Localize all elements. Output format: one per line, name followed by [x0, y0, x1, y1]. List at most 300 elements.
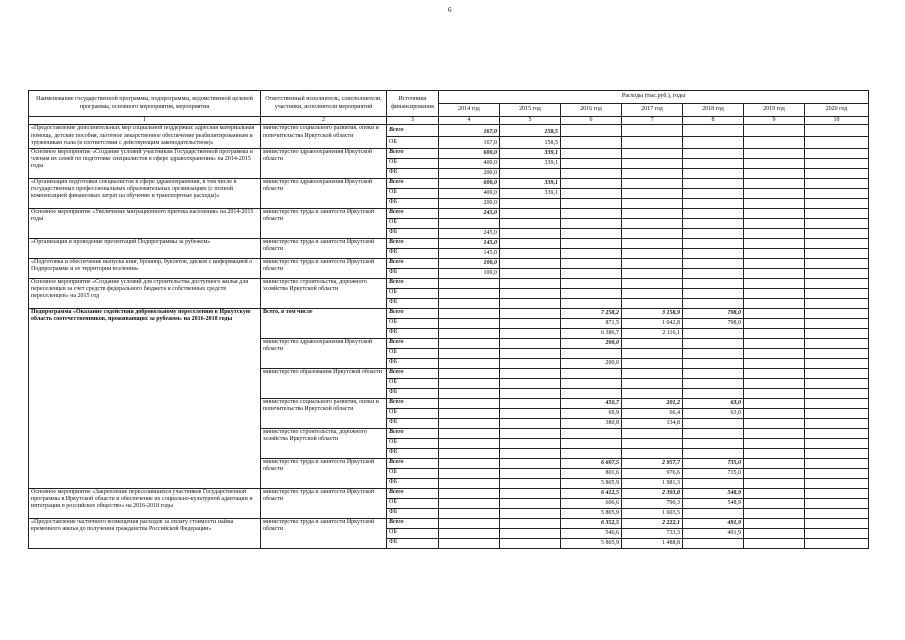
value-cell: [622, 258, 683, 268]
value-cell: [683, 388, 744, 398]
value-cell: [805, 178, 869, 188]
value-cell: 801,6: [561, 468, 622, 478]
value-cell: [439, 318, 500, 328]
source-cell: ОБ: [387, 318, 439, 328]
value-cell: [683, 208, 744, 218]
source-cell: ОБ: [387, 528, 439, 538]
value-cell: [805, 468, 869, 478]
value-cell: [805, 137, 869, 149]
value-cell: [439, 328, 500, 338]
source-cell: Всего: [387, 238, 439, 248]
value-cell: [805, 125, 869, 137]
source-cell: ФБ: [387, 298, 439, 308]
value-cell: [683, 278, 744, 288]
table-row: [29, 518, 869, 528]
item-name-cell: «Организация и проведение презентаций Подпрограммы за рубежом»: [29, 238, 261, 258]
value-cell: [683, 137, 744, 149]
value-cell: 600,0: [439, 178, 500, 188]
value-cell: [683, 348, 744, 358]
table-row: [29, 178, 869, 188]
source-cell: Всего: [387, 148, 439, 158]
executor-cell: министерство социального развития, опеки и попечительства Иркутской области: [261, 125, 387, 148]
value-cell: [744, 248, 805, 258]
value-cell: 245,0: [439, 208, 500, 218]
executor-cell: министерство здравоохранения Иркутской области: [261, 338, 387, 368]
value-cell: [500, 308, 561, 318]
value-cell: [744, 188, 805, 198]
value-cell: [744, 358, 805, 368]
value-cell: [500, 238, 561, 248]
value-cell: [500, 228, 561, 238]
value-cell: [622, 348, 683, 358]
source-cell: ОБ: [387, 498, 439, 508]
value-cell: 2 222,1: [622, 518, 683, 528]
value-cell: [683, 418, 744, 428]
value-cell: [500, 318, 561, 328]
value-cell: [805, 268, 869, 278]
value-cell: [622, 148, 683, 158]
value-cell: [439, 538, 500, 548]
value-cell: [744, 318, 805, 328]
value-cell: 735,0: [683, 458, 744, 468]
table-row: [29, 238, 869, 248]
value-cell: [500, 348, 561, 358]
table-row: [29, 148, 869, 158]
value-cell: [683, 288, 744, 298]
value-cell: [439, 378, 500, 388]
value-cell: [561, 168, 622, 178]
executor-cell: министерство здравоохранения Иркутской области: [261, 178, 387, 208]
value-cell: [622, 238, 683, 248]
executor-cell: министерство строительства, дорожного хозяйства Иркутской области: [261, 278, 387, 308]
item-name-cell: «Организация подготовки специалистов в сфере здравоохранения, в том числе в государственных профессиональных образовательных организациях (с полной компенсацией финансовых затрат на обучение и транспортные расходы)»: [29, 178, 261, 208]
value-cell: [561, 298, 622, 308]
value-cell: 546,6: [561, 528, 622, 538]
value-cell: [744, 278, 805, 288]
value-cell: [500, 378, 561, 388]
header-col-number: 10: [805, 117, 869, 125]
value-cell: [744, 398, 805, 408]
value-cell: 450,7: [561, 398, 622, 408]
value-cell: [439, 398, 500, 408]
source-cell: Всего: [387, 308, 439, 318]
value-cell: [805, 428, 869, 438]
value-cell: 6 607,5: [561, 458, 622, 468]
value-cell: [439, 288, 500, 298]
value-cell: [683, 338, 744, 348]
value-cell: 200,0: [439, 168, 500, 178]
value-cell: 380,8: [561, 418, 622, 428]
value-cell: 6 352,5: [561, 518, 622, 528]
source-cell: Всего: [387, 518, 439, 528]
value-cell: [744, 268, 805, 278]
executor-cell: министерство труда и занятости Иркутской области: [261, 488, 387, 518]
value-cell: [683, 368, 744, 378]
value-cell: [500, 288, 561, 298]
value-cell: [500, 458, 561, 468]
value-cell: [744, 388, 805, 398]
value-cell: [683, 478, 744, 488]
value-cell: [622, 198, 683, 208]
value-cell: 201,2: [622, 398, 683, 408]
source-cell: ФБ: [387, 538, 439, 548]
value-cell: [744, 478, 805, 488]
table-row: [29, 488, 869, 498]
executor-cell: министерство труда и занятости Иркутской области: [261, 258, 387, 278]
value-cell: [561, 238, 622, 248]
value-cell: [561, 288, 622, 298]
value-cell: [439, 388, 500, 398]
executor-cell: министерство социального развития, опеки и попечительства Иркутской области: [261, 398, 387, 428]
source-cell: ОБ: [387, 218, 439, 228]
value-cell: [744, 137, 805, 149]
table-row: [29, 258, 869, 268]
value-cell: [744, 125, 805, 137]
value-cell: [805, 238, 869, 248]
value-cell: [744, 148, 805, 158]
item-name-cell: «Предоставление частичного возмещения расходов за оплату стоимости найма временного жилья до получения гражданства Российской Федерации»: [29, 518, 261, 548]
budget-table: [28, 90, 869, 549]
value-cell: [439, 308, 500, 318]
value-cell: [561, 158, 622, 168]
value-cell: 339,1: [500, 158, 561, 168]
value-cell: 3 158,9: [622, 308, 683, 318]
value-cell: [500, 478, 561, 488]
value-cell: [744, 528, 805, 538]
executor-cell: Всего, в том числе: [261, 308, 387, 338]
value-cell: [561, 258, 622, 268]
value-cell: [622, 448, 683, 458]
source-cell: ОБ: [387, 438, 439, 448]
value-cell: [683, 218, 744, 228]
item-name-cell: Основное мероприятие «Создание условий для строительства доступного жилья для переселенцев за счет средств федерального бюджета и собственных средств переселенцев» на 2015 год: [29, 278, 261, 308]
value-cell: [439, 358, 500, 368]
value-cell: [805, 308, 869, 318]
value-cell: [805, 508, 869, 518]
value-cell: [561, 208, 622, 218]
value-cell: [500, 368, 561, 378]
value-cell: 790,3: [622, 498, 683, 508]
value-cell: [683, 438, 744, 448]
source-cell: Всего: [387, 398, 439, 408]
value-cell: 976,6: [622, 468, 683, 478]
value-cell: [561, 178, 622, 188]
value-cell: [500, 198, 561, 208]
source-cell: ФБ: [387, 168, 439, 178]
value-cell: [500, 278, 561, 288]
value-cell: [744, 378, 805, 388]
value-cell: [500, 218, 561, 228]
value-cell: [500, 498, 561, 508]
value-cell: 167,0: [439, 137, 500, 149]
value-cell: [683, 298, 744, 308]
value-cell: [744, 178, 805, 188]
value-cell: [744, 298, 805, 308]
value-cell: [683, 158, 744, 168]
value-cell: [439, 528, 500, 538]
value-cell: [561, 378, 622, 388]
header-year: 2016 год: [561, 104, 622, 117]
value-cell: [439, 428, 500, 438]
value-cell: [500, 438, 561, 448]
value-cell: [744, 208, 805, 218]
value-cell: 7 258,2: [561, 308, 622, 318]
value-cell: 63,0: [683, 408, 744, 418]
value-cell: [744, 218, 805, 228]
value-cell: [561, 198, 622, 208]
value-cell: 798,0: [683, 308, 744, 318]
source-cell: Всего: [387, 208, 439, 218]
source-cell: Всего: [387, 338, 439, 348]
source-cell: Всего: [387, 178, 439, 188]
value-cell: [805, 328, 869, 338]
value-cell: [805, 278, 869, 288]
header-executor: Ответственный исполнитель, соисполнители, участники, исполнители мероприятий: [261, 91, 387, 117]
header-year: 2015 год: [500, 104, 561, 117]
table-row: [29, 125, 869, 137]
header-col-number: 8: [683, 117, 744, 125]
source-cell: ОБ: [387, 158, 439, 168]
value-cell: [744, 448, 805, 458]
header-source: Источники финансирования: [387, 91, 439, 117]
value-cell: [683, 148, 744, 158]
value-cell: [744, 438, 805, 448]
executor-cell: министерство труда и занятости Иркутской области: [261, 458, 387, 488]
item-name-cell: Основное мероприятие «Увеличение миграционного притока населения» на 2014-2015 годы: [29, 208, 261, 238]
value-cell: [439, 418, 500, 428]
value-cell: [561, 368, 622, 378]
value-cell: [500, 518, 561, 528]
value-cell: [744, 328, 805, 338]
header-year: 2018 год: [683, 104, 744, 117]
value-cell: [439, 438, 500, 448]
value-cell: 158,5: [500, 137, 561, 149]
value-cell: 2 393,8: [622, 488, 683, 498]
value-cell: [622, 137, 683, 149]
value-cell: [622, 388, 683, 398]
value-cell: [500, 268, 561, 278]
value-cell: [622, 288, 683, 298]
value-cell: [683, 328, 744, 338]
value-cell: [744, 418, 805, 428]
value-cell: [744, 198, 805, 208]
value-cell: [561, 428, 622, 438]
source-cell: ОБ: [387, 468, 439, 478]
value-cell: 158,5: [500, 125, 561, 137]
value-cell: [500, 538, 561, 548]
value-cell: 134,8: [622, 418, 683, 428]
value-cell: [744, 338, 805, 348]
value-cell: [805, 478, 869, 488]
value-cell: [805, 388, 869, 398]
value-cell: [622, 268, 683, 278]
header-col-number: 2: [261, 117, 387, 125]
source-cell: ФБ: [387, 508, 439, 518]
page-number: 6: [448, 6, 452, 14]
value-cell: [439, 498, 500, 508]
value-cell: [744, 348, 805, 358]
value-cell: [561, 268, 622, 278]
value-cell: 798,0: [683, 318, 744, 328]
value-cell: 200,0: [561, 358, 622, 368]
value-cell: [683, 238, 744, 248]
value-cell: [439, 218, 500, 228]
value-cell: [805, 248, 869, 258]
value-cell: [805, 398, 869, 408]
value-cell: [622, 368, 683, 378]
value-cell: [683, 258, 744, 268]
value-cell: [439, 338, 500, 348]
value-cell: 606,6: [561, 498, 622, 508]
value-cell: 145,0: [439, 238, 500, 248]
value-cell: [439, 408, 500, 418]
value-cell: [439, 458, 500, 468]
value-cell: [439, 298, 500, 308]
value-cell: [805, 188, 869, 198]
value-cell: [500, 328, 561, 338]
value-cell: [805, 368, 869, 378]
executor-cell: министерство труда и занятости Иркутской области: [261, 208, 387, 238]
value-cell: 1 603,5: [622, 508, 683, 518]
value-cell: [622, 438, 683, 448]
value-cell: 69,9: [561, 408, 622, 418]
value-cell: [805, 318, 869, 328]
value-cell: [622, 338, 683, 348]
value-cell: [500, 488, 561, 498]
value-cell: [439, 488, 500, 498]
value-cell: [622, 208, 683, 218]
value-cell: [500, 468, 561, 478]
value-cell: 2 957,7: [622, 458, 683, 468]
value-cell: [683, 188, 744, 198]
value-cell: [683, 228, 744, 238]
value-cell: [744, 368, 805, 378]
source-cell: ОБ: [387, 137, 439, 149]
value-cell: [500, 208, 561, 218]
header-col-number: 6: [561, 117, 622, 125]
value-cell: [622, 378, 683, 388]
value-cell: 491,9: [683, 528, 744, 538]
source-cell: ФБ: [387, 248, 439, 258]
value-cell: [683, 538, 744, 548]
value-cell: [744, 408, 805, 418]
source-cell: ОБ: [387, 378, 439, 388]
value-cell: 145,0: [439, 248, 500, 258]
value-cell: [500, 418, 561, 428]
value-cell: [622, 178, 683, 188]
header-col-number: 7: [622, 117, 683, 125]
subprogram-name-cell: Подпрограмма «Оказание содействия добровольному переселению в Иркутскую область соотечественников, проживающих за рубежом» на 2016-2018 годы: [29, 308, 261, 488]
value-cell: [683, 268, 744, 278]
value-cell: [744, 538, 805, 548]
value-cell: [683, 378, 744, 388]
source-cell: Всего: [387, 488, 439, 498]
source-cell: Всего: [387, 428, 439, 438]
source-cell: ОБ: [387, 288, 439, 298]
executor-cell: министерство образования Иркутской области: [261, 368, 387, 398]
value-cell: [683, 168, 744, 178]
source-cell: ОБ: [387, 408, 439, 418]
value-cell: [500, 248, 561, 258]
value-cell: [622, 168, 683, 178]
value-cell: [439, 278, 500, 288]
header-col-number: 9: [744, 117, 805, 125]
header-year: 2019 год: [744, 104, 805, 117]
value-cell: [805, 158, 869, 168]
source-cell: Всего: [387, 458, 439, 468]
value-cell: [561, 125, 622, 137]
value-cell: [622, 248, 683, 258]
source-cell: ФБ: [387, 478, 439, 488]
value-cell: [439, 348, 500, 358]
value-cell: [683, 508, 744, 518]
value-cell: [683, 248, 744, 258]
value-cell: [439, 508, 500, 518]
value-cell: 5 805,9: [561, 508, 622, 518]
value-cell: [805, 438, 869, 448]
value-cell: [561, 348, 622, 358]
value-cell: [805, 338, 869, 348]
value-cell: [744, 428, 805, 438]
value-cell: [500, 358, 561, 368]
value-cell: [683, 428, 744, 438]
value-cell: 1 042,8: [622, 318, 683, 328]
value-cell: 491,9: [683, 518, 744, 528]
value-cell: [805, 418, 869, 428]
table-row: [29, 308, 869, 318]
value-cell: [561, 188, 622, 198]
value-cell: [561, 388, 622, 398]
table-row: [29, 208, 869, 218]
value-cell: [805, 358, 869, 368]
value-cell: [439, 478, 500, 488]
header-col-number: 4: [439, 117, 500, 125]
header-col-number: 1: [29, 117, 261, 125]
source-cell: ФБ: [387, 448, 439, 458]
source-cell: ФБ: [387, 358, 439, 368]
executor-cell: министерство здравоохранения Иркутской области: [261, 148, 387, 178]
header-name: Наименование государственной программы, подпрограммы, ведомственной целевой программы, основного мероприятия, мероприятия: [29, 91, 261, 117]
value-cell: [744, 468, 805, 478]
header-year: 2014 год: [439, 104, 500, 117]
value-cell: 600,0: [439, 148, 500, 158]
value-cell: [805, 208, 869, 218]
value-cell: 733,3: [622, 528, 683, 538]
value-cell: 871,5: [561, 318, 622, 328]
source-cell: ФБ: [387, 328, 439, 338]
value-cell: [744, 258, 805, 268]
value-cell: [805, 518, 869, 528]
value-cell: 548,9: [683, 488, 744, 498]
value-cell: 339,1: [500, 178, 561, 188]
value-cell: [500, 448, 561, 458]
value-cell: [622, 428, 683, 438]
value-cell: [805, 198, 869, 208]
value-cell: [622, 278, 683, 288]
value-cell: [744, 308, 805, 318]
value-cell: [561, 278, 622, 288]
value-cell: 2 116,1: [622, 328, 683, 338]
value-cell: [500, 398, 561, 408]
value-cell: [805, 498, 869, 508]
value-cell: [561, 137, 622, 149]
value-cell: [439, 448, 500, 458]
value-cell: 5 805,9: [561, 538, 622, 548]
value-cell: [805, 288, 869, 298]
value-cell: 100,0: [439, 268, 500, 278]
executor-cell: министерство труда и занятости Иркутской области: [261, 518, 387, 548]
value-cell: 5 805,9: [561, 478, 622, 488]
